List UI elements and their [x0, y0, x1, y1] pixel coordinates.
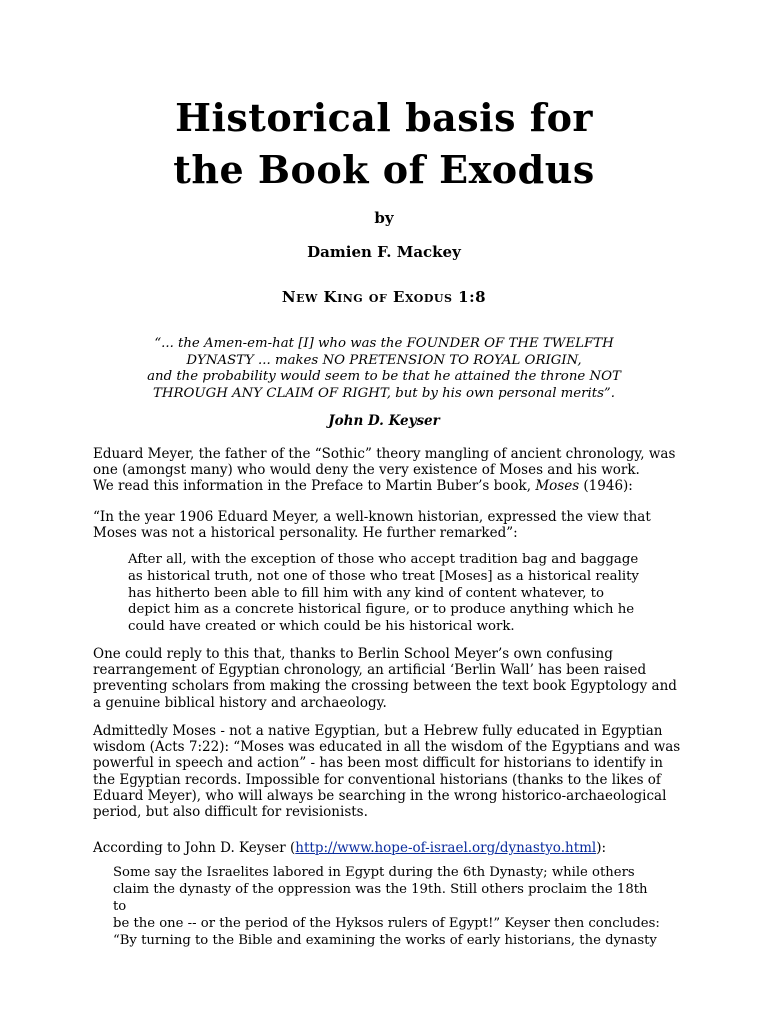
text-line: period, but also difficult for revisionists. — [93, 804, 368, 821]
section-subtitle: New King of Exodus 1:8 — [281, 288, 487, 306]
book-title: Moses — [535, 478, 580, 495]
text-line: Admittedly Moses - not a native Egyptian, but a Hebrew fully educated in Egyptian — [93, 723, 663, 739]
text-line: depict him as a concrete historical figure, or to produce anything which he — [128, 602, 635, 618]
paragraph-2 — [93, 509, 675, 541]
quote-line: DYNASTY ... makes NO PRETENSION TO ROYAL ORIGIN, — [186, 352, 582, 368]
text-span: (1946): — [579, 478, 633, 495]
text-line: “By turning to the Bible and examining the works of early historians, the dynasty — [113, 933, 657, 948]
text-line — [93, 478, 675, 494]
text-line: a genuine biblical history and archaeology. — [93, 694, 387, 711]
by-line: by — [374, 209, 394, 227]
title-line-2: the Book of Exodus — [173, 147, 595, 192]
text-line: After all, with the exception of those who accept tradition bag and baggage — [128, 552, 639, 567]
text-line: One could reply to this that, thanks to Berlin School Meyer’s own confusing — [93, 646, 613, 662]
text-span: ): — [596, 840, 607, 856]
text-line: wisdom (Acts 7:22): “Moses was educated in all the wisdom of the Egyptians and was — [93, 739, 681, 756]
author-name: Damien F. Mackey — [307, 243, 461, 261]
text-line — [93, 840, 675, 856]
text-line: could have created or which could be his historical work. — [128, 619, 515, 635]
text-span: According to John D. Keyser ( — [93, 840, 296, 856]
text-line: Eduard Meyer), who will always be searching in the wrong historico-archaeological — [93, 787, 667, 804]
quote-line: “... the Amen-em-hat [I] who was the FOUNDER OF THE TWELFTH — [154, 336, 614, 351]
text-line: Eduard Meyer, the father of the “Sothic” theory mangling of ancient chronology, was — [93, 446, 676, 462]
text-line: as historical truth, not one of those who treat [Moses] as a historical reality — [128, 568, 639, 584]
block-quote-2 — [113, 864, 663, 949]
text-line: claim the dynasty of the oppression was the 19th. Still others proclaim the 18th to — [113, 882, 648, 914]
source-link[interactable]: http://www.hope-of-israel.org/dynastyo.html — [295, 840, 597, 856]
quote-attribution: John D. Keyser — [328, 413, 440, 429]
text-line: be the one -- or the period of the Hyksos rulers of Egypt!” Keyser then concludes: — [113, 916, 660, 931]
text-line: powerful in speech and action” - has been most difficult for historians to identify in — [93, 755, 663, 772]
block-quote-1 — [128, 552, 648, 636]
text-line: Some say the Israelites labored in Egypt during the 6th Dynasty; while others — [113, 865, 635, 880]
text-line: Moses was not a historical personality. He further remarked”: — [93, 525, 518, 542]
paragraph-4 — [93, 723, 681, 821]
text-line: “In the year 1906 Eduard Meyer, a well-known historian, expressed the view that — [93, 509, 651, 525]
quote-line: THROUGH ANY CLAIM OF RIGHT, but by his own personal merits”. — [153, 385, 615, 401]
paragraph-1 — [93, 446, 675, 495]
text-line: preventing scholars from making the crossing between the text book Egyptology and — [93, 678, 677, 695]
epigraph-quote — [118, 336, 650, 402]
document-title — [0, 92, 768, 196]
text-span: We read this information in the Preface to Martin Buber’s book, — [93, 478, 536, 495]
paragraph-3 — [93, 646, 675, 711]
text-line: rearrangement of Egyptian chronology, an artificial ‘Berlin Wall’ has been raised — [93, 662, 647, 679]
text-line: one (amongst many) who would deny the very existence of Moses and his work. — [93, 462, 640, 479]
text-line: has hitherto been able to fill him with any kind of content whatever, to — [128, 585, 605, 601]
text-line: the Egyptian records. Impossible for conventional historians (thanks to the likes of — [93, 771, 661, 788]
paragraph-5 — [93, 840, 675, 856]
title-line-1: Historical basis for — [175, 95, 593, 140]
quote-line: and the probability would seem to be that he attained the throne NOT — [147, 369, 621, 384]
